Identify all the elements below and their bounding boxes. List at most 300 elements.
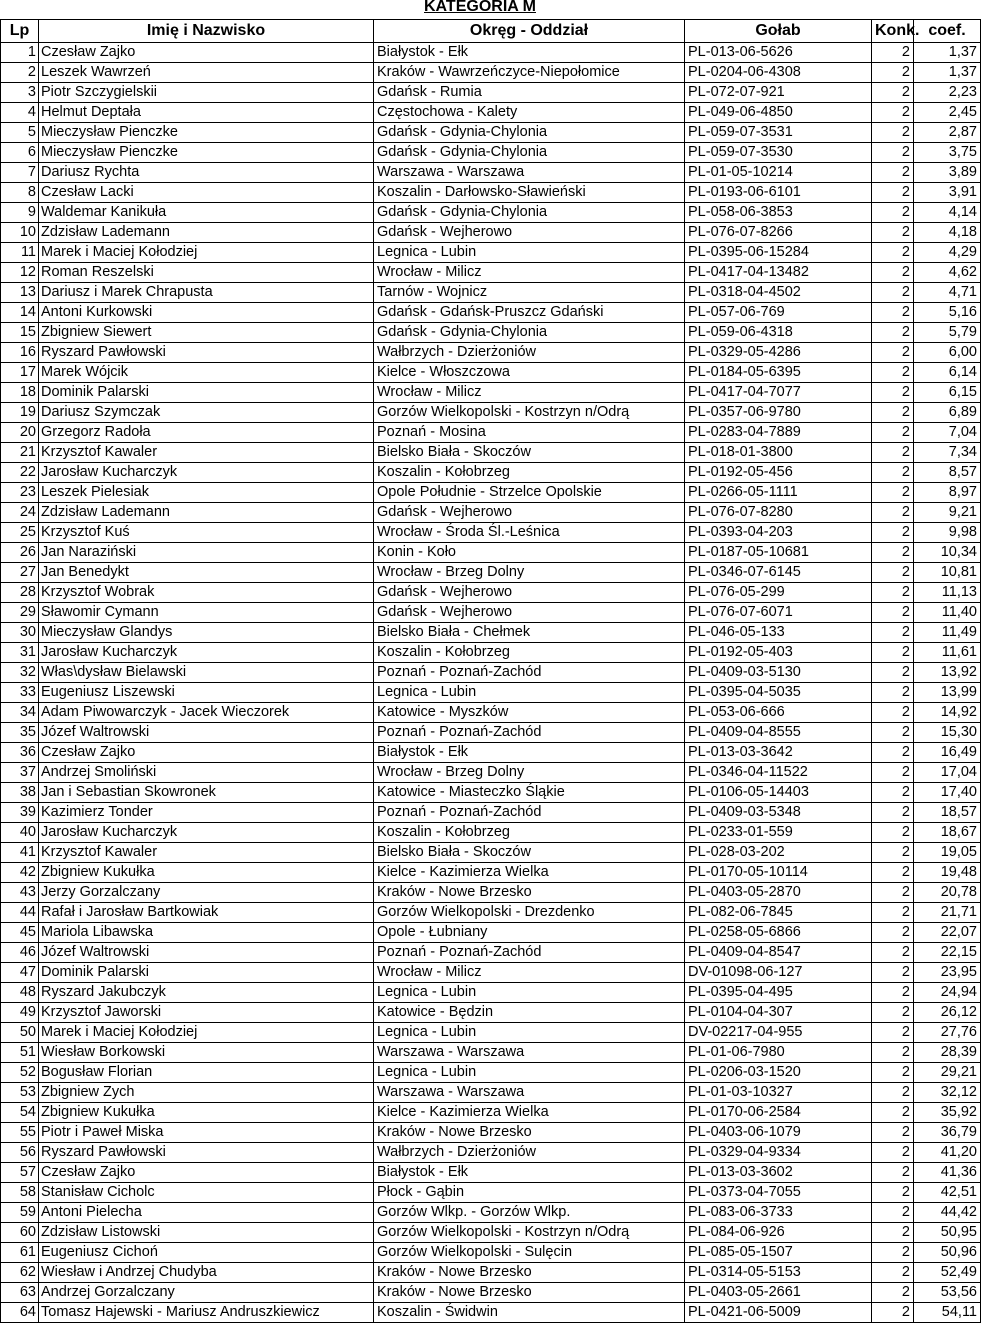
cell-coef: 1,37 (914, 43, 981, 63)
cell-ring: PL-0266-05-1111 (685, 483, 872, 503)
cell-coef: 27,76 (914, 1023, 981, 1043)
cell-region: Poznań - Poznań-Zachód (374, 663, 685, 683)
cell-region: Kielce - Kazimierza Wielka (374, 863, 685, 883)
cell-region: Koszalin - Kołobrzeg (374, 463, 685, 483)
cell-konk: 2 (872, 283, 914, 303)
table-row (1, 223, 981, 243)
table-row (1, 723, 981, 743)
cell-konk: 2 (872, 623, 914, 643)
cell-coef: 15,30 (914, 723, 981, 743)
cell-region: Konin - Koło (374, 543, 685, 563)
cell-konk: 2 (872, 203, 914, 223)
table-row (1, 323, 981, 343)
cell-lp: 44 (1, 903, 39, 923)
cell-lp: 26 (1, 543, 39, 563)
cell-ring: PL-028-03-202 (685, 843, 872, 863)
cell-konk: 2 (872, 683, 914, 703)
cell-name: Jan Benedykt (39, 563, 374, 583)
cell-coef: 17,04 (914, 763, 981, 783)
cell-ring: PL-0409-04-8555 (685, 723, 872, 743)
cell-lp: 2 (1, 63, 39, 83)
table-row (1, 1263, 981, 1283)
cell-region: Gdańsk - Gdynia-Chylonia (374, 143, 685, 163)
cell-ring: PL-0104-04-307 (685, 1003, 872, 1023)
cell-region: Koszalin - Kołobrzeg (374, 643, 685, 663)
cell-ring: PL-0409-03-5130 (685, 663, 872, 683)
cell-ring: PL-0395-04-5035 (685, 683, 872, 703)
cell-coef: 11,61 (914, 643, 981, 663)
cell-lp: 21 (1, 443, 39, 463)
cell-region: Kraków - Nowe Brzesko (374, 1283, 685, 1303)
cell-name: Zbigniew Zych (39, 1083, 374, 1103)
cell-coef: 54,11 (914, 1303, 981, 1323)
cell-coef: 6,89 (914, 403, 981, 423)
header-ring: Gołab (685, 20, 872, 43)
cell-lp: 64 (1, 1303, 39, 1323)
cell-konk: 2 (872, 883, 914, 903)
cell-region: Częstochowa - Kalety (374, 103, 685, 123)
cell-lp: 15 (1, 323, 39, 343)
cell-name: Mieczysław Pienczke (39, 123, 374, 143)
cell-coef: 11,13 (914, 583, 981, 603)
cell-konk: 2 (872, 703, 914, 723)
cell-coef: 4,62 (914, 263, 981, 283)
cell-region: Wrocław - Milicz (374, 963, 685, 983)
table-row (1, 803, 981, 823)
cell-lp: 45 (1, 923, 39, 943)
cell-coef: 9,21 (914, 503, 981, 523)
cell-ring: PL-0192-05-456 (685, 463, 872, 483)
cell-region: Koszalin - Kołobrzeg (374, 823, 685, 843)
cell-region: Poznań - Poznań-Zachód (374, 803, 685, 823)
cell-region: Legnica - Lubin (374, 1063, 685, 1083)
table-row (1, 983, 981, 1003)
cell-lp: 3 (1, 83, 39, 103)
cell-konk: 2 (872, 383, 914, 403)
cell-lp: 5 (1, 123, 39, 143)
cell-coef: 6,00 (914, 343, 981, 363)
cell-region: Gdańsk - Rumia (374, 83, 685, 103)
cell-ring: PL-0187-05-10681 (685, 543, 872, 563)
cell-lp: 34 (1, 703, 39, 723)
cell-lp: 51 (1, 1043, 39, 1063)
table-row (1, 523, 981, 543)
cell-ring: PL-059-06-4318 (685, 323, 872, 343)
cell-coef: 7,04 (914, 423, 981, 443)
table-row (1, 63, 981, 83)
cell-konk: 2 (872, 1183, 914, 1203)
cell-region: Gorzów Wielkopolski - Kostrzyn n/Odrą (374, 1223, 685, 1243)
cell-konk: 2 (872, 1203, 914, 1223)
cell-name: Krzysztof Jaworski (39, 1003, 374, 1023)
cell-region: Białystok - Ełk (374, 743, 685, 763)
table-row (1, 1043, 981, 1063)
table-row (1, 963, 981, 983)
cell-coef: 20,78 (914, 883, 981, 903)
cell-ring: PL-01-05-10214 (685, 163, 872, 183)
table-row (1, 263, 981, 283)
cell-coef: 18,67 (914, 823, 981, 843)
cell-ring: PL-013-06-5626 (685, 43, 872, 63)
cell-name: Antoni Kurkowski (39, 303, 374, 323)
cell-region: Kraków - Nowe Brzesko (374, 1123, 685, 1143)
cell-lp: 50 (1, 1023, 39, 1043)
cell-ring: PL-0314-05-5153 (685, 1263, 872, 1283)
cell-konk: 2 (872, 1303, 914, 1323)
cell-coef: 8,57 (914, 463, 981, 483)
table-row (1, 583, 981, 603)
cell-coef: 7,34 (914, 443, 981, 463)
cell-coef: 32,12 (914, 1083, 981, 1103)
cell-lp: 29 (1, 603, 39, 623)
cell-coef: 4,29 (914, 243, 981, 263)
cell-konk: 2 (872, 423, 914, 443)
cell-name: Jerzy Gorzalczany (39, 883, 374, 903)
table-row (1, 1123, 981, 1143)
cell-ring: PL-0184-05-6395 (685, 363, 872, 383)
cell-ring: PL-013-03-3602 (685, 1163, 872, 1183)
cell-konk: 2 (872, 183, 914, 203)
cell-lp: 6 (1, 143, 39, 163)
cell-name: Dariusz i Marek Chrapusta (39, 283, 374, 303)
header-name: Imię i Nazwisko (39, 20, 374, 43)
cell-region: Legnica - Lubin (374, 1023, 685, 1043)
cell-region: Wałbrzych - Dzierżoniów (374, 1143, 685, 1163)
cell-lp: 10 (1, 223, 39, 243)
table-row (1, 763, 981, 783)
cell-coef: 13,99 (914, 683, 981, 703)
cell-region: Kraków - Nowe Brzesko (374, 1263, 685, 1283)
cell-lp: 13 (1, 283, 39, 303)
cell-lp: 7 (1, 163, 39, 183)
cell-lp: 32 (1, 663, 39, 683)
cell-konk: 2 (872, 863, 914, 883)
cell-region: Gdańsk - Wejherowo (374, 223, 685, 243)
cell-name: Józef Waltrowski (39, 943, 374, 963)
cell-ring: PL-0373-04-7055 (685, 1183, 872, 1203)
table-row (1, 123, 981, 143)
cell-ring: PL-084-06-926 (685, 1223, 872, 1243)
cell-konk: 2 (872, 363, 914, 383)
cell-name: Krzysztof Kawaler (39, 843, 374, 863)
cell-konk: 2 (872, 243, 914, 263)
table-row (1, 843, 981, 863)
cell-coef: 18,57 (914, 803, 981, 823)
cell-coef: 9,98 (914, 523, 981, 543)
cell-ring: PL-082-06-7845 (685, 903, 872, 923)
header-row (1, 20, 981, 43)
table-row (1, 1103, 981, 1123)
cell-name: Jan i Sebastian Skowronek (39, 783, 374, 803)
cell-region: Wrocław - Brzeg Dolny (374, 763, 685, 783)
cell-lp: 11 (1, 243, 39, 263)
cell-lp: 27 (1, 563, 39, 583)
cell-ring: PL-0106-05-14403 (685, 783, 872, 803)
cell-name: Marek Wójcik (39, 363, 374, 383)
cell-region: Wrocław - Milicz (374, 263, 685, 283)
cell-region: Legnica - Lubin (374, 243, 685, 263)
cell-name: Włas\dysław Bielawski (39, 663, 374, 683)
table-row (1, 903, 981, 923)
table-row (1, 923, 981, 943)
cell-region: Opole Południe - Strzelce Opolskie (374, 483, 685, 503)
cell-ring: PL-0318-04-4502 (685, 283, 872, 303)
cell-coef: 3,75 (914, 143, 981, 163)
cell-coef: 21,71 (914, 903, 981, 923)
table-row (1, 823, 981, 843)
cell-konk: 2 (872, 963, 914, 983)
cell-name: Czesław Zajko (39, 1163, 374, 1183)
cell-lp: 24 (1, 503, 39, 523)
cell-lp: 18 (1, 383, 39, 403)
cell-konk: 2 (872, 823, 914, 843)
cell-lp: 52 (1, 1063, 39, 1083)
cell-coef: 10,34 (914, 543, 981, 563)
cell-lp: 38 (1, 783, 39, 803)
cell-konk: 2 (872, 443, 914, 463)
table-row (1, 943, 981, 963)
table-row (1, 43, 981, 63)
cell-region: Wrocław - Milicz (374, 383, 685, 403)
cell-lp: 35 (1, 723, 39, 743)
cell-name: Tomasz Hajewski - Mariusz Andruszkiewicz (39, 1303, 374, 1323)
cell-lp: 19 (1, 403, 39, 423)
cell-konk: 2 (872, 403, 914, 423)
cell-coef: 11,40 (914, 603, 981, 623)
cell-region: Gdańsk - Gdynia-Chylonia (374, 323, 685, 343)
cell-ring: PL-018-01-3800 (685, 443, 872, 463)
cell-name: Antoni Pielecha (39, 1203, 374, 1223)
cell-konk: 2 (872, 163, 914, 183)
cell-konk: 2 (872, 723, 914, 743)
cell-coef: 36,79 (914, 1123, 981, 1143)
cell-region: Kielce - Włoszczowa (374, 363, 685, 383)
cell-konk: 2 (872, 1043, 914, 1063)
cell-name: Jarosław Kucharczyk (39, 823, 374, 843)
cell-lp: 63 (1, 1283, 39, 1303)
cell-coef: 23,95 (914, 963, 981, 983)
cell-name: Piotr Szczygielskii (39, 83, 374, 103)
cell-name: Adam Piwowarczyk - Jacek Wieczorek (39, 703, 374, 723)
cell-ring: PL-0395-06-15284 (685, 243, 872, 263)
table-row (1, 623, 981, 643)
cell-konk: 2 (872, 983, 914, 1003)
cell-name: Czesław Zajko (39, 743, 374, 763)
cell-ring: PL-0170-06-2584 (685, 1103, 872, 1123)
cell-name: Andrzej Smoliński (39, 763, 374, 783)
cell-lp: 31 (1, 643, 39, 663)
cell-ring: PL-0403-05-2870 (685, 883, 872, 903)
cell-konk: 2 (872, 43, 914, 63)
cell-region: Legnica - Lubin (374, 983, 685, 1003)
cell-ring: PL-0417-04-13482 (685, 263, 872, 283)
cell-ring: PL-0346-07-6145 (685, 563, 872, 583)
cell-ring: PL-0170-05-10114 (685, 863, 872, 883)
table-row (1, 103, 981, 123)
cell-lp: 60 (1, 1223, 39, 1243)
cell-ring: PL-058-06-3853 (685, 203, 872, 223)
cell-lp: 41 (1, 843, 39, 863)
cell-region: Poznań - Poznań-Zachód (374, 723, 685, 743)
cell-name: Wiesław i Andrzej Chudyba (39, 1263, 374, 1283)
cell-lp: 4 (1, 103, 39, 123)
cell-lp: 39 (1, 803, 39, 823)
cell-region: Białystok - Ełk (374, 1163, 685, 1183)
cell-lp: 1 (1, 43, 39, 63)
cell-region: Gorzów Wielkopolski - Drezdenko (374, 903, 685, 923)
cell-region: Kraków - Wawrzeńczyce-Niepołomice (374, 63, 685, 83)
cell-ring: PL-072-07-921 (685, 83, 872, 103)
cell-lp: 8 (1, 183, 39, 203)
cell-name: Dominik Palarski (39, 383, 374, 403)
category-title: KATEGORIA M (424, 0, 536, 15)
cell-region: Gdańsk - Wejherowo (374, 603, 685, 623)
cell-lp: 61 (1, 1243, 39, 1263)
cell-coef: 14,92 (914, 703, 981, 723)
cell-coef: 8,97 (914, 483, 981, 503)
cell-ring: DV-02217-04-955 (685, 1023, 872, 1043)
cell-lp: 12 (1, 263, 39, 283)
cell-region: Gorzów Wlkp. - Gorzów Wlkp. (374, 1203, 685, 1223)
table-row (1, 343, 981, 363)
table-row (1, 503, 981, 523)
table-row (1, 183, 981, 203)
cell-name: Mieczysław Glandys (39, 623, 374, 643)
table-row (1, 483, 981, 503)
cell-lp: 36 (1, 743, 39, 763)
cell-region: Warszawa - Warszawa (374, 1043, 685, 1063)
table-row (1, 1143, 981, 1163)
cell-ring: PL-0233-01-559 (685, 823, 872, 843)
cell-coef: 6,15 (914, 383, 981, 403)
cell-lp: 43 (1, 883, 39, 903)
cell-region: Warszawa - Warszawa (374, 1083, 685, 1103)
cell-name: Grzegorz Radoła (39, 423, 374, 443)
cell-ring: PL-0421-06-5009 (685, 1303, 872, 1323)
cell-konk: 2 (872, 463, 914, 483)
cell-region: Gdańsk - Gdynia-Chylonia (374, 203, 685, 223)
cell-ring: PL-076-07-8280 (685, 503, 872, 523)
cell-ring: PL-0393-04-203 (685, 523, 872, 543)
cell-coef: 26,12 (914, 1003, 981, 1023)
cell-konk: 2 (872, 303, 914, 323)
cell-konk: 2 (872, 1263, 914, 1283)
cell-ring: PL-0329-05-4286 (685, 343, 872, 363)
table-row (1, 1163, 981, 1183)
cell-konk: 2 (872, 123, 914, 143)
cell-name: Marek i Maciej Kołodziej (39, 1023, 374, 1043)
cell-ring: PL-0206-03-1520 (685, 1063, 872, 1083)
cell-konk: 2 (872, 143, 914, 163)
cell-coef: 50,96 (914, 1243, 981, 1263)
cell-coef: 29,21 (914, 1063, 981, 1083)
cell-konk: 2 (872, 943, 914, 963)
cell-name: Krzysztof Kawaler (39, 443, 374, 463)
cell-coef: 41,20 (914, 1143, 981, 1163)
cell-name: Eugeniusz Liszewski (39, 683, 374, 703)
cell-lp: 9 (1, 203, 39, 223)
cell-lp: 40 (1, 823, 39, 843)
cell-konk: 2 (872, 1223, 914, 1243)
table-row (1, 83, 981, 103)
table-row (1, 1183, 981, 1203)
cell-region: Katowice - Będzin (374, 1003, 685, 1023)
cell-name: Bogusław Florian (39, 1063, 374, 1083)
cell-coef: 2,23 (914, 83, 981, 103)
table-row (1, 863, 981, 883)
cell-name: Andrzej Gorzalczany (39, 1283, 374, 1303)
cell-lp: 47 (1, 963, 39, 983)
header-konk: Konk. (872, 20, 914, 43)
cell-konk: 2 (872, 583, 914, 603)
cell-lp: 55 (1, 1123, 39, 1143)
cell-coef: 13,92 (914, 663, 981, 683)
cell-name: Dominik Palarski (39, 963, 374, 983)
results-table (0, 19, 981, 1323)
cell-name: Dariusz Rychta (39, 163, 374, 183)
cell-region: Opole - Łubniany (374, 923, 685, 943)
table-row (1, 363, 981, 383)
cell-ring: PL-076-05-299 (685, 583, 872, 603)
cell-name: Wiesław Borkowski (39, 1043, 374, 1063)
cell-name: Jarosław Kucharczyk (39, 643, 374, 663)
table-row (1, 1203, 981, 1223)
cell-konk: 2 (872, 843, 914, 863)
table-row (1, 203, 981, 223)
cell-konk: 2 (872, 63, 914, 83)
table-row (1, 383, 981, 403)
table-row (1, 283, 981, 303)
cell-name: Czesław Zajko (39, 43, 374, 63)
table-row (1, 883, 981, 903)
cell-name: Józef Waltrowski (39, 723, 374, 743)
cell-konk: 2 (872, 1163, 914, 1183)
cell-konk: 2 (872, 263, 914, 283)
cell-name: Czesław Lacki (39, 183, 374, 203)
cell-konk: 2 (872, 1123, 914, 1143)
cell-coef: 41,36 (914, 1163, 981, 1183)
table-row (1, 143, 981, 163)
cell-name: Eugeniusz Cichoń (39, 1243, 374, 1263)
cell-konk: 2 (872, 743, 914, 763)
cell-konk: 2 (872, 763, 914, 783)
table-row (1, 403, 981, 423)
cell-ring: PL-0409-03-5348 (685, 803, 872, 823)
cell-ring: PL-0403-05-2661 (685, 1283, 872, 1303)
cell-name: Krzysztof Wobrak (39, 583, 374, 603)
cell-ring: DV-01098-06-127 (685, 963, 872, 983)
table-row (1, 703, 981, 723)
table-row (1, 303, 981, 323)
cell-name: Mieczysław Pienczke (39, 143, 374, 163)
cell-ring: PL-083-06-3733 (685, 1203, 872, 1223)
cell-lp: 28 (1, 583, 39, 603)
cell-konk: 2 (872, 223, 914, 243)
cell-region: Tarnów - Wojnicz (374, 283, 685, 303)
cell-ring: PL-0346-04-11522 (685, 763, 872, 783)
table-row (1, 643, 981, 663)
cell-ring: PL-0357-06-9780 (685, 403, 872, 423)
cell-name: Zbigniew Kukułka (39, 863, 374, 883)
cell-lp: 16 (1, 343, 39, 363)
cell-coef: 22,07 (914, 923, 981, 943)
cell-lp: 57 (1, 1163, 39, 1183)
cell-region: Gdańsk - Gdynia-Chylonia (374, 123, 685, 143)
cell-ring: PL-0204-06-4308 (685, 63, 872, 83)
cell-ring: PL-01-06-7980 (685, 1043, 872, 1063)
table-row (1, 463, 981, 483)
cell-region: Białystok - Ełk (374, 43, 685, 63)
